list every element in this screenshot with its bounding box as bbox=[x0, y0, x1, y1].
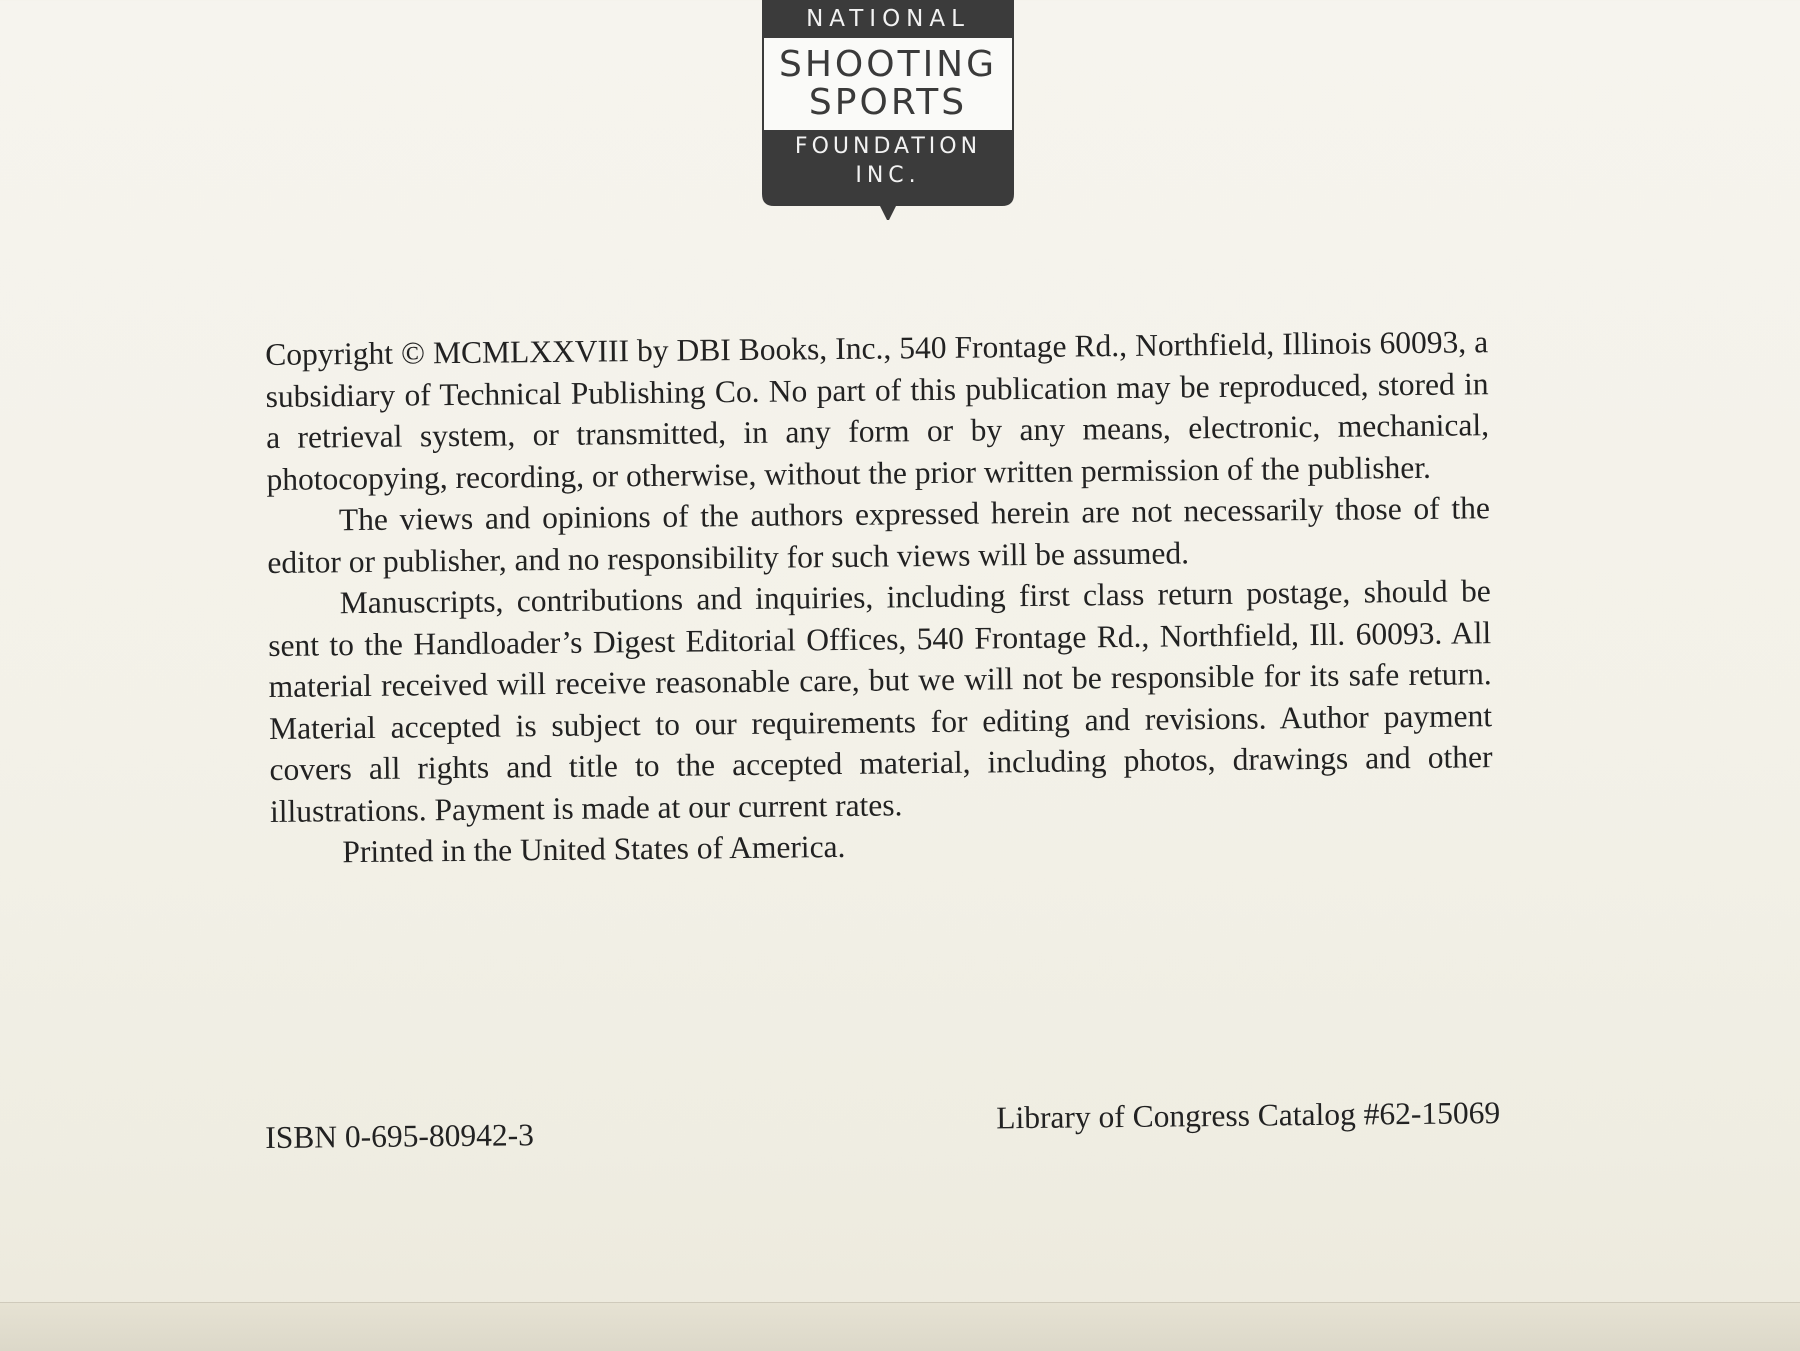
nssf-logo bbox=[760, 0, 1016, 220]
isbn-number: ISBN 0-695-80942-3 bbox=[265, 1117, 535, 1155]
page-bottom-edge bbox=[0, 1302, 1800, 1351]
library-of-congress-number: Library of Congress Catalog #62-15069 bbox=[996, 1095, 1501, 1136]
logo-text-national: NATIONAL bbox=[806, 6, 970, 32]
manuscripts-paragraph: Manuscripts, contributions and inquiries, including first class return postage, should be sent to the Handloader’s Digest Editorial Offices, 540 Frontage Rd., Northfield, Ill. 60093. All material received will receive reasonable care, but we will not be responsible for its safe return. Material accepted is subject to our requirements for editing and revisions. Author payment covers all rights and title to the accepted material, including photos, drawings and other illustrations. Payment is made at our current rates. bbox=[268, 573, 1493, 829]
logo-text-shooting: SHOOTING bbox=[778, 44, 998, 85]
logo-text-sports: SPORTS bbox=[808, 82, 968, 123]
catalog-info-line bbox=[265, 1095, 1501, 1155]
disclaimer-paragraph: The views and opinions of the authors expressed herein are not necessarily those of the editor or publisher, and no responsibility for such views will be assumed. bbox=[267, 490, 1491, 580]
logo-text-inc: INC. bbox=[855, 163, 921, 188]
copyright-paragraph: Copyright © MCMLXXVIII by DBI Books, Inc., 540 Frontage Rd., Northfield, Illinois 60093, a subsidiary of Technical Publishing Co. No part of this publication may be reproduced, stored in a retrieval system, or transmitted, in any form or by any means, electronic, mechanical, photocopying, recording, or otherwise, without the prior written permission of the publisher. bbox=[265, 324, 1490, 497]
printed-in-paragraph: Printed in the United States of America. bbox=[342, 828, 846, 870]
copyright-text-block bbox=[265, 321, 1494, 873]
logo-text-foundation: FOUNDATION bbox=[794, 134, 982, 159]
